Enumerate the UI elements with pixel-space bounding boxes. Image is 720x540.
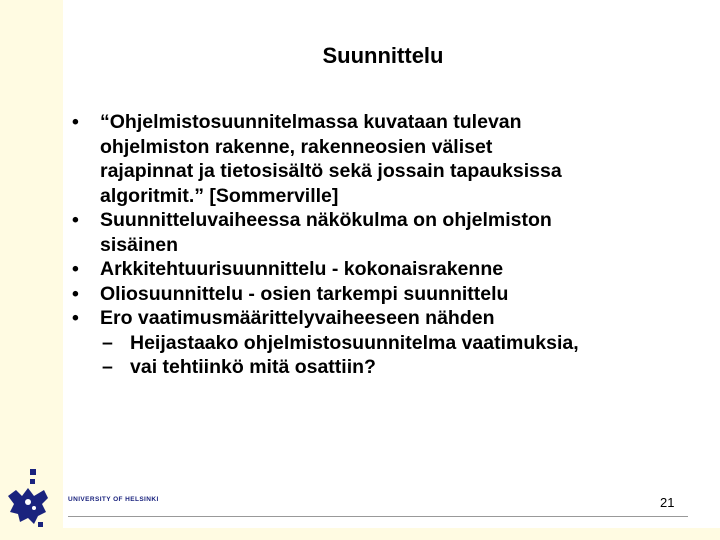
bullet-line: Ero vaatimusmäärittelyvaiheeseen nähden <box>100 307 495 329</box>
bullet-line: Suunnitteluvaiheessa näkökulma on ohjelmiston <box>100 209 552 231</box>
bullet-item <box>72 257 712 282</box>
subbullet-item <box>72 355 712 380</box>
subbullet-line: Heijastaako ohjelmistosuunnitelma vaatimuksia, <box>130 331 579 354</box>
bottom-decorative-band <box>63 528 720 540</box>
bullet-marker: • <box>72 258 79 280</box>
bullet-marker: • <box>72 111 79 133</box>
bullet-line: ohjelmiston rakenne, rakenneosien väliset <box>100 135 493 158</box>
bullet-item <box>72 208 712 257</box>
subbullet-marker: – <box>102 331 113 354</box>
bullet-line: rajapinnat ja tietosisältö sekä jossain tapauksissa <box>100 160 562 182</box>
bullet-line: Arkkitehtuurisuunnittelu - kokonaisrakenne <box>100 258 504 280</box>
slide-title: Suunnittelu <box>322 43 444 68</box>
footer-divider <box>68 516 688 517</box>
subbullet-line: vai tehtiinkö mitä osattiin? <box>130 356 376 378</box>
bullet-item <box>72 306 712 331</box>
bullet-line: algoritmit.” [Sommerville] <box>100 184 339 207</box>
bullet-line: “Ohjelmistosuunnitelmassa kuvataan tulevan <box>100 111 522 133</box>
bullet-marker: • <box>72 307 79 329</box>
bullet-marker: • <box>72 282 79 305</box>
bullet-item <box>72 110 712 208</box>
bullet-marker: • <box>72 209 79 231</box>
bullet-line: Oliosuunnittelu - osien tarkempi suunnittelu <box>100 282 509 305</box>
page-number: 21 <box>660 495 675 510</box>
bullet-line: sisäinen <box>100 233 179 256</box>
subbullet-item <box>72 331 712 356</box>
slide-body <box>72 110 712 380</box>
left-decorative-band <box>0 0 63 540</box>
subbullet-marker: – <box>102 356 113 378</box>
university-name: UNIVERSITY OF HELSINKI <box>68 496 159 503</box>
university-of-helsinki-logo-icon <box>0 466 70 532</box>
bullet-item <box>72 282 712 307</box>
